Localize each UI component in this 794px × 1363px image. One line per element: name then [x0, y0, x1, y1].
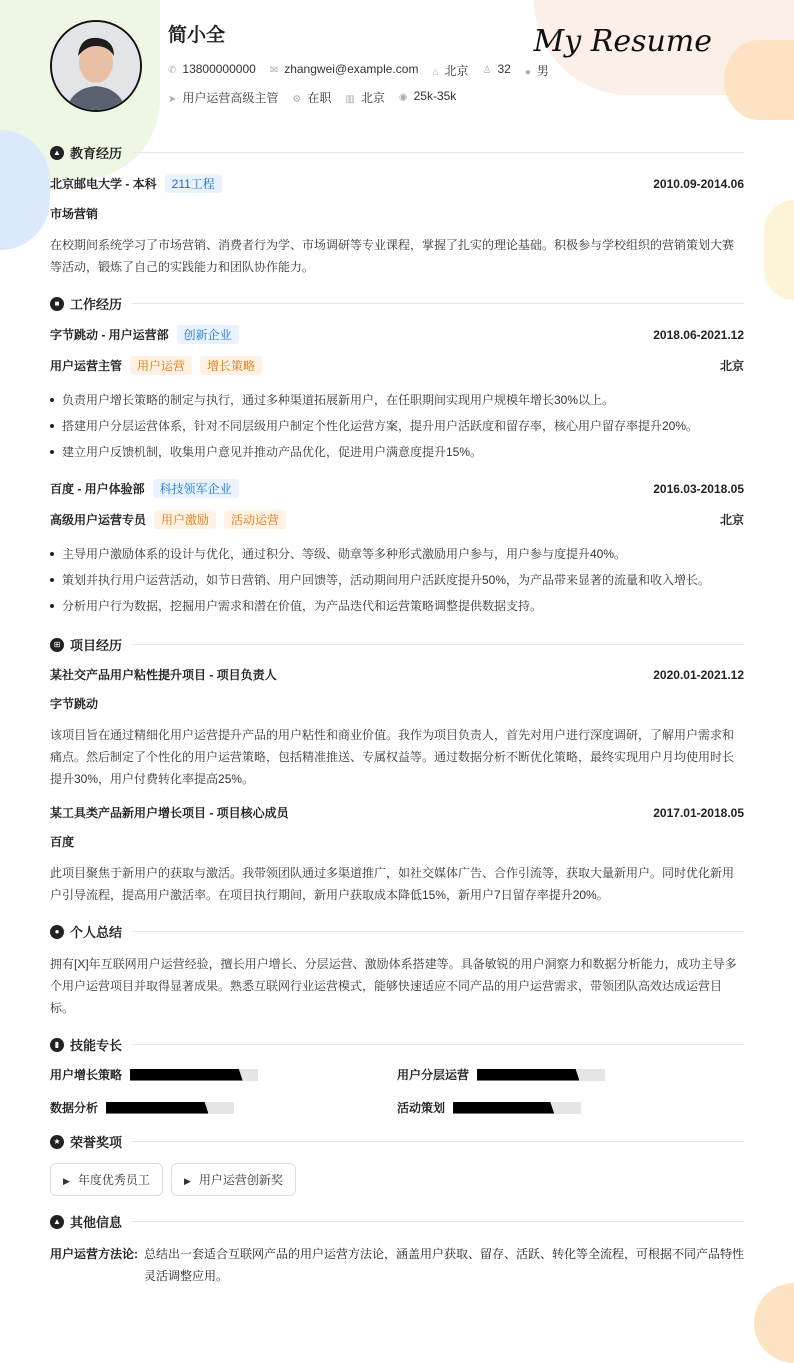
work-bullet: 负责用户增长策略的制定与执行，通过多种渠道拓展新用户，在任职期间实现用户规模年增长30%以上。 [50, 387, 744, 413]
role: 用户运营主管 [50, 359, 123, 373]
company-tag: 科技领军企业 [153, 479, 239, 498]
role: 高级用户运营专员 [50, 513, 147, 527]
salary: 25k-35k [413, 89, 457, 103]
section-work: ■ 工作经历 [50, 294, 744, 313]
work-bullet: 建立用户反馈机制，收集用户意见并推动产品优化，促进用户满意度提升15%。 [50, 439, 744, 465]
section-other: ▲ 其他信息 [50, 1212, 744, 1231]
phone: 13800000000 [182, 62, 256, 76]
role-tag: 增长策略 [200, 356, 262, 375]
skill-bar-fill [130, 1069, 243, 1081]
gender: 男 [536, 64, 549, 78]
skill-bar [130, 1069, 258, 1081]
skill-item [50, 1099, 397, 1116]
play-icon: ▶ [63, 1176, 70, 1186]
grid-icon: ⊞ [50, 638, 64, 652]
briefcase-icon: ■ [50, 297, 64, 311]
work-entry [50, 479, 744, 619]
skill-item [50, 1066, 397, 1083]
skill-bar-fill [453, 1102, 554, 1114]
work-bullet: 分析用户行为数据，挖掘用户需求和潜在价值，为产品迭代和运营策略调整提供数据支持。 [50, 593, 744, 619]
phone-icon: ✆ [168, 65, 177, 76]
project-name: 某社交产品用户粘性提升项目 - 项目负责人 [50, 668, 277, 682]
award-item: ▶ 年度优秀员工 [50, 1163, 163, 1196]
work-city: 北京 [719, 513, 744, 527]
decor-bottom-flower [754, 1283, 794, 1363]
summary-text: 拥有[X]年互联网用户运营经验，擅长用户增长、分层运营、激励体系搭建等。具备敏锐的用户洞察力和数据分析能力，成功主导多个用户运营项目并取得显著成果。熟悉互联网行业运营模式，能够快速适应不同产品的用户运营需求，带领团队高效达成运营目标。 [50, 957, 737, 1015]
skill-bar [477, 1069, 605, 1081]
section-projects: ⊞ 项目经历 [50, 635, 744, 654]
edu-date: 2010.09-2014.06 [653, 176, 744, 191]
edu-desc: 在校期间系统学习了市场营销、消费者行为学、市场调研等专业课程，掌握了扎实的理论基础。积极参与学校组织的营销策划大赛等活动，锻炼了自己的实践能力和团队协作能力。 [50, 238, 735, 274]
project-entry [50, 804, 744, 906]
section-summary: ● 个人总结 [50, 922, 744, 941]
award-item: ▶ 用户运营创新奖 [171, 1163, 296, 1196]
header [50, 0, 744, 125]
status: 在职 [307, 91, 332, 105]
email-icon: ✉ [269, 65, 279, 76]
my-resume-logo: My Resume [533, 24, 712, 59]
graduation-cap-icon: ▲ [50, 146, 64, 160]
skill-name: 用户增长策略 [50, 1068, 123, 1082]
play-icon: ▶ [183, 1176, 191, 1186]
award-icon: ★ [50, 1135, 64, 1149]
position: 用户运营高级主管 [182, 91, 279, 105]
skill-name: 数据分析 [50, 1101, 99, 1115]
section-awards: ★ 荣誉奖项 [50, 1132, 744, 1151]
skill-name: 用户分层运营 [397, 1068, 470, 1082]
skill-item [397, 1066, 744, 1083]
email: zhangwei@example.com [284, 62, 419, 76]
work-bullet: 搭建用户分层运营体系，针对不同层级用户制定个性化运营方案，提升用户活跃度和留存率，核心用户留存率提升20%。 [50, 413, 744, 439]
candidate-name: 简小全 [168, 25, 226, 46]
project-date: 2017.01-2018.05 [653, 805, 744, 820]
work-entry [50, 325, 744, 465]
project-desc: 该项目旨在通过精细化用户运营提升产品的用户粘性和商业价值。我作为项目负责人，首先对用户进行深度调研，了解用户需求和痛点。然后制定了个性化的用户运营策略，包括精准推送、专属权益等。通过数据分析不断优化策略，最终实现用户月均使用时长提升30%，用户付费转化率提高25%。 [50, 728, 735, 786]
school: 北京邮电大学 - 本科 [50, 177, 157, 191]
work-city: 北京 [719, 359, 744, 373]
send-icon: ➤ [168, 94, 177, 105]
company: 字节跳动 - 用户运营部 [50, 328, 169, 342]
project-entry [50, 666, 744, 790]
school-tag: 211工程 [165, 174, 222, 193]
user-icon: ● [50, 925, 64, 939]
work-bullet: 主导用户激励体系的设计与优化，通过积分、等级、勋章等多种形式激励用户参与，用户参与度提升40%。 [50, 541, 744, 567]
project-org: 百度 [50, 835, 75, 849]
age: 32 [497, 62, 511, 76]
section-skills: ▮ 技能专长 [50, 1035, 744, 1054]
project-org: 字节跳动 [50, 697, 99, 711]
location: 北京 [444, 64, 469, 78]
status-icon: ⚙ [292, 94, 302, 105]
work-date: 2016.03-2018.05 [653, 481, 744, 496]
skill-bar [453, 1102, 581, 1114]
skill-bar-fill [106, 1102, 208, 1114]
city: 北京 [360, 91, 385, 105]
age-icon: ♙ [482, 65, 492, 76]
project-desc: 此项目聚焦于新用户的获取与激活。我带领团队通过多渠道推广，如社交媒体广告、合作引流等，获取大量新用户。同时优化新用户引导流程，提高用户激活率。在项目执行期间，新用户获取成本降低15%，新用户7日留存率提升20%。 [50, 866, 735, 902]
gender-icon: ● [524, 67, 531, 78]
project-name: 某工具类产品新用户增长项目 - 项目核心成员 [50, 806, 289, 820]
work-bullet: 策划并执行用户运营活动，如节日营销、用户回馈等，活动期间用户活跃度提升50%，为产品带来显著的流量和收入增长。 [50, 567, 744, 593]
other-text: 总结出一套适合互联网产品的用户运营方法论，涵盖用户获取、留存、活跃、转化等全流程，可根据不同产品特性灵活调整应用。 [144, 1247, 745, 1283]
role-tag: 活动运营 [224, 510, 286, 529]
salary-icon: ◉ [398, 92, 408, 103]
skill-name: 活动策划 [397, 1101, 446, 1115]
bar-chart-icon: ▮ [50, 1038, 64, 1052]
section-education: ▲ 教育经历 [50, 143, 744, 162]
company: 百度 - 用户体验部 [50, 482, 145, 496]
major: 市场营销 [50, 207, 99, 221]
building-icon: ▥ [345, 94, 355, 105]
info-icon: ▲ [50, 1215, 64, 1229]
avatar [50, 20, 142, 112]
home-icon: ⌂ [432, 67, 439, 78]
project-date: 2020.01-2021.12 [653, 667, 744, 682]
skill-bar [106, 1102, 234, 1114]
role-tag: 用户运营 [130, 356, 192, 375]
role-tag: 用户激励 [154, 510, 216, 529]
work-date: 2018.06-2021.12 [653, 327, 744, 342]
skill-bar-fill [477, 1069, 579, 1081]
other-label: 用户运营方法论: [50, 1247, 138, 1261]
skill-item [397, 1099, 744, 1116]
company-tag: 创新企业 [177, 325, 239, 344]
